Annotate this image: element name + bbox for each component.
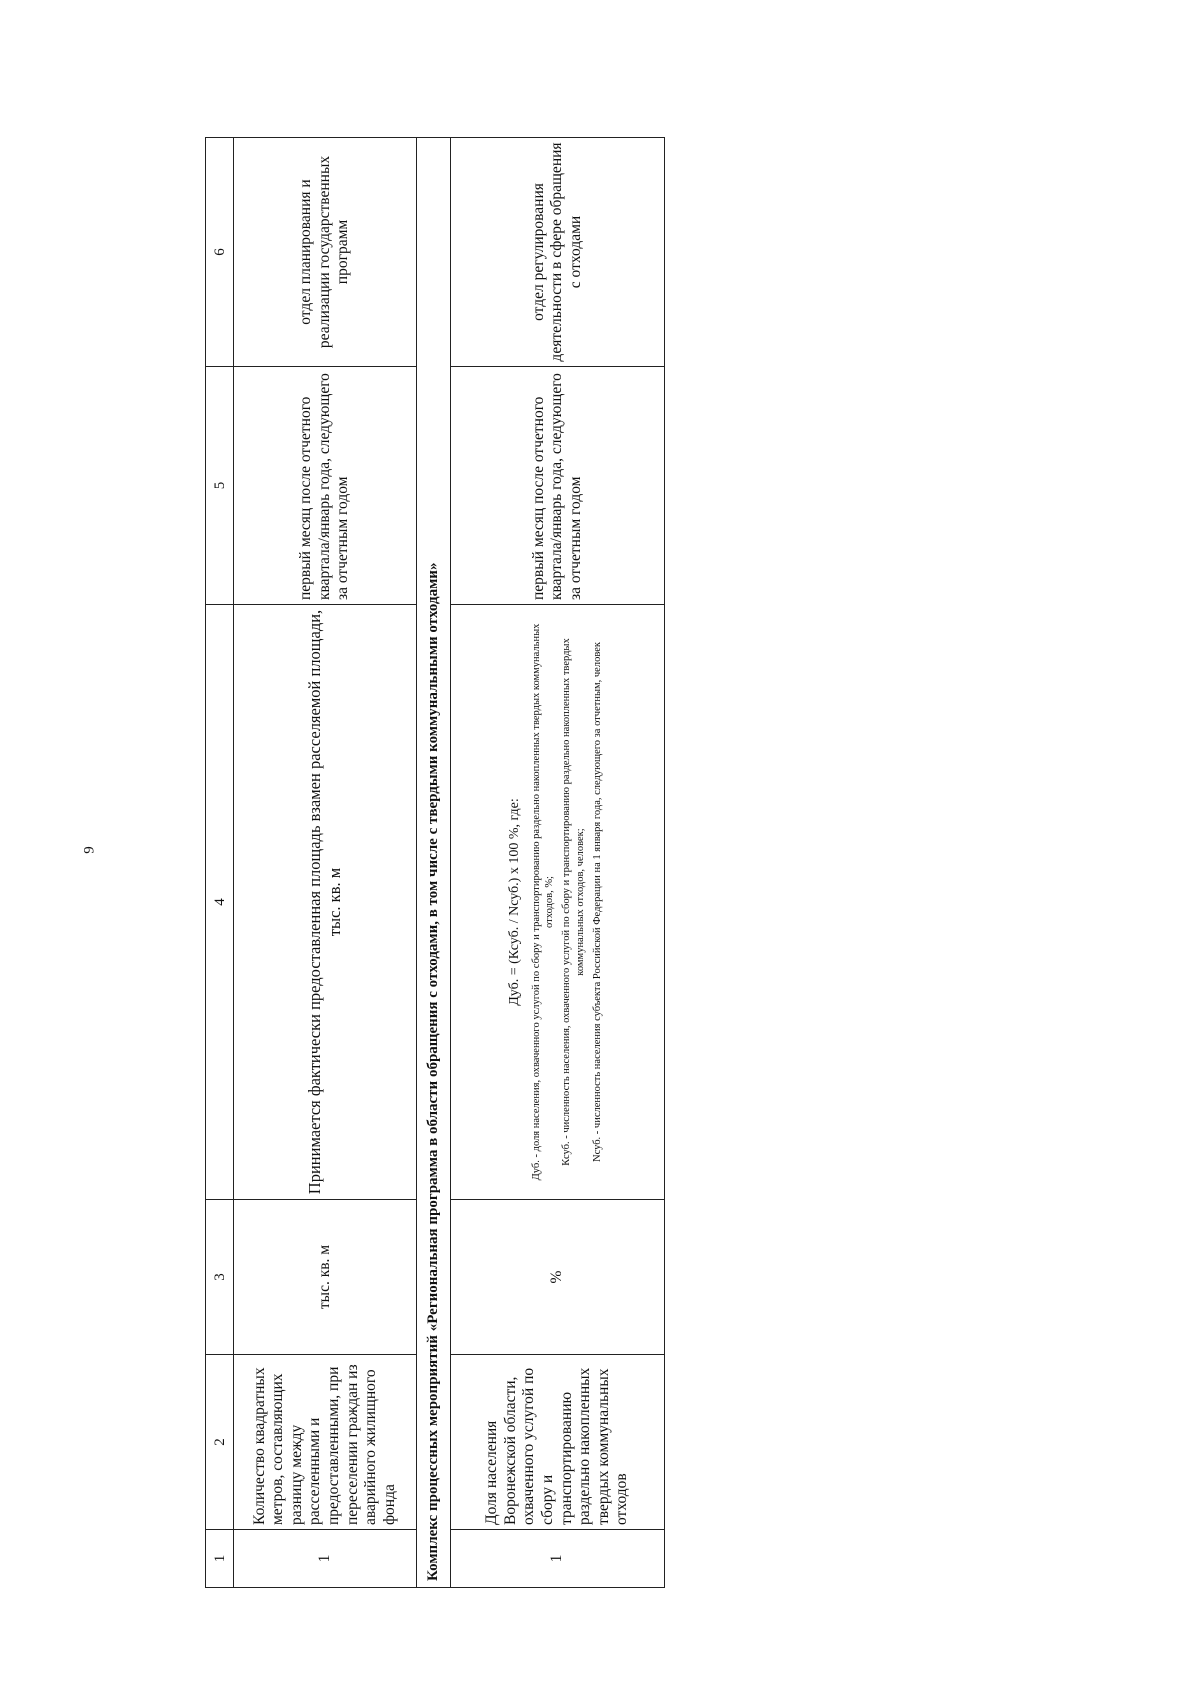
column-number-2: 2 [206,1355,234,1530]
method-cell: Принимается фактически предоставленная площадь взамен расселяемой площади, тыс. кв. м [234,605,417,1200]
definition-item: Дуб. - доля населения, охваченного услугой по сбору и транспортированию раздельно накопленных твердых коммунальных отходов, %; [531,623,556,1181]
table-header-row [206,138,234,1588]
column-number-1: 1 [206,1530,234,1588]
deadline-cell: первый месяц после отчетного квартала/январь года, следующего за отчетным годом [234,367,417,605]
unit-cell: тыс. кв. м [234,1200,417,1355]
section-title: Комплекс процессных мероприятий «Региональная программа в области обращения с отходами, в том числе с твердыми коммунальными отходами» [416,138,450,1588]
column-number-4: 4 [206,605,234,1200]
indicator-name: Количество квадратных метров, составляющих разницу между расселенными и предоставленными, при переселении граждан из аварийного жилищного фонда [234,1355,417,1530]
table-row [234,138,417,1588]
indicators-table [205,137,665,1588]
formula: Дуб. = (Ксуб. / Nсуб.) х 100 %, где: [507,798,523,1006]
column-number-3: 3 [206,1200,234,1355]
definition-item: Nсуб. - численность населения субъекта Российской Федерации на 1 января года, следующего за отчетным, человек [591,642,603,1162]
responsible-cell: отдел планирования и реализации государственных программ [234,138,417,367]
landscape-page [205,138,665,1588]
definition-item: Ксуб. - численность населения, охваченного услугой по сбору и транспортированию раздельно накопленных твердых коммунальных отходов, человек; [561,638,586,1166]
table-row [451,138,665,1588]
indicator-name: Доля населения Воронежской области, охваченного услугой по сбору и транспортированию раздельно накопленных твердых коммунальных отходов [451,1355,665,1530]
row-number: 1 [451,1530,665,1588]
responsible-cell: отдел регулирования деятельности в сфере обращения с отходами [451,138,665,367]
formula-definitions [530,609,604,1195]
column-number-6: 6 [206,138,234,367]
method-cell [451,605,665,1200]
row-number: 1 [234,1530,417,1588]
page-number: 9 [81,846,98,854]
deadline-cell: первый месяц после отчетного квартала/январь года, следующего за отчетным годом [451,367,665,605]
section-title-row [416,138,450,1588]
unit-cell: % [451,1200,665,1355]
column-number-5: 5 [206,367,234,605]
